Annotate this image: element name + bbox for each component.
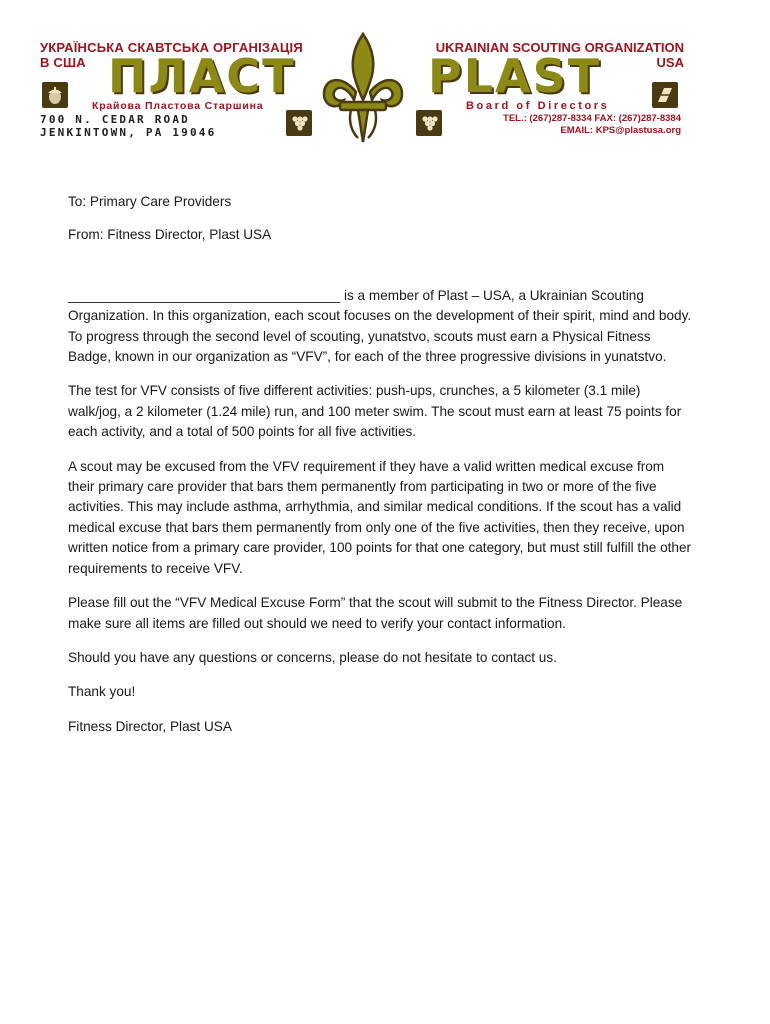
org-name-ukrainian-line1: УКРАЇНСЬКА СКАВТСЬКА ОРГАНІЗАЦІЯ <box>40 40 303 55</box>
fleur-de-lis-emblem-icon <box>318 30 408 152</box>
paragraph-form-instructions: Please fill out the “VFV Medical Excuse Form” that the scout will submit to the Fitness Director. Please make sure all items are filled out should we need to verify your contact information. <box>68 595 683 631</box>
org-name-english-line1: UKRAINIAN SCOUTING ORGANIZATION <box>435 40 684 55</box>
paragraph-medical-excuse: A scout may be excused from the VFV requirement if they have a valid written medical excuse from their primary care provider that bars them permanently from participating in two or more of the five activities. This may include asthma, arrhythmia, and similar medical conditions. If the scout has a valid medical excuse that bars them permanently from only one of the five activities, then they receive, upon written notice from a primary care provider, 100 points for that one category, but must still fulfill the other requirements to receive VFV. <box>68 458 692 576</box>
subtitle-ukrainian: Крайова Пластова Старшина <box>92 100 264 112</box>
letterhead <box>0 0 770 160</box>
recipient-line: To: Primary Care Providers <box>68 194 232 209</box>
paragraph-test-description: The test for VFV consists of five different activities: push-ups, crunches, a 5 kilometer (3.1 mile) walk/jog, a 2 kilometer (1.24 mile) run, and 100 meter swim. The scout must earn at least 75 points for each activity, and a total of 500 points for all five activities. <box>68 383 682 440</box>
org-name-english-line2: USA <box>656 55 684 70</box>
wordmark-ukrainian: ПЛАСТ <box>108 49 296 103</box>
contact-info <box>503 113 681 137</box>
sender-line: From: Fitness Director, Plast USA <box>68 227 272 243</box>
signature-line: Fitness Director, Plast USA <box>68 718 232 734</box>
org-name-ukrainian-line2: В США <box>40 55 86 70</box>
email-address: EMAIL: KPS@plastusa.org <box>560 125 681 136</box>
closing-line: Thank you! <box>68 684 136 700</box>
paragraph-contact: Should you have any questions or concerns, please do not hesitate to contact us. <box>68 649 557 665</box>
acorn-badge-icon <box>42 82 68 108</box>
subtitle-english: Board of Directors <box>466 100 610 112</box>
mailing-address <box>40 113 216 139</box>
letter-body <box>68 192 693 751</box>
phone-fax: TEL.: (267)287-8334 FAX: (267)287-8384 <box>503 113 681 124</box>
wordmark-english: PLAST <box>428 49 602 103</box>
address-line1: 700 N. CEDAR ROAD <box>40 113 190 126</box>
address-line2: JENKINTOWN, PA 19046 <box>40 126 217 139</box>
paragraph-membership: ____________________________________ is a member of Plast – USA, a Ukrainian Scouting Organization. In this organization, each scout focuses on the development of their spirit, mind and body. To progress through the second level of scouting, yunatstvo, scouts must earn a Physical Fitness Badge, known in our organization as “VFV”, for each of the three progressive divisions in yunatstvo. <box>68 287 692 365</box>
grapes-badge-icon <box>286 110 312 136</box>
grapes-badge-icon-right <box>416 110 442 136</box>
flag-badge-icon <box>652 82 678 108</box>
